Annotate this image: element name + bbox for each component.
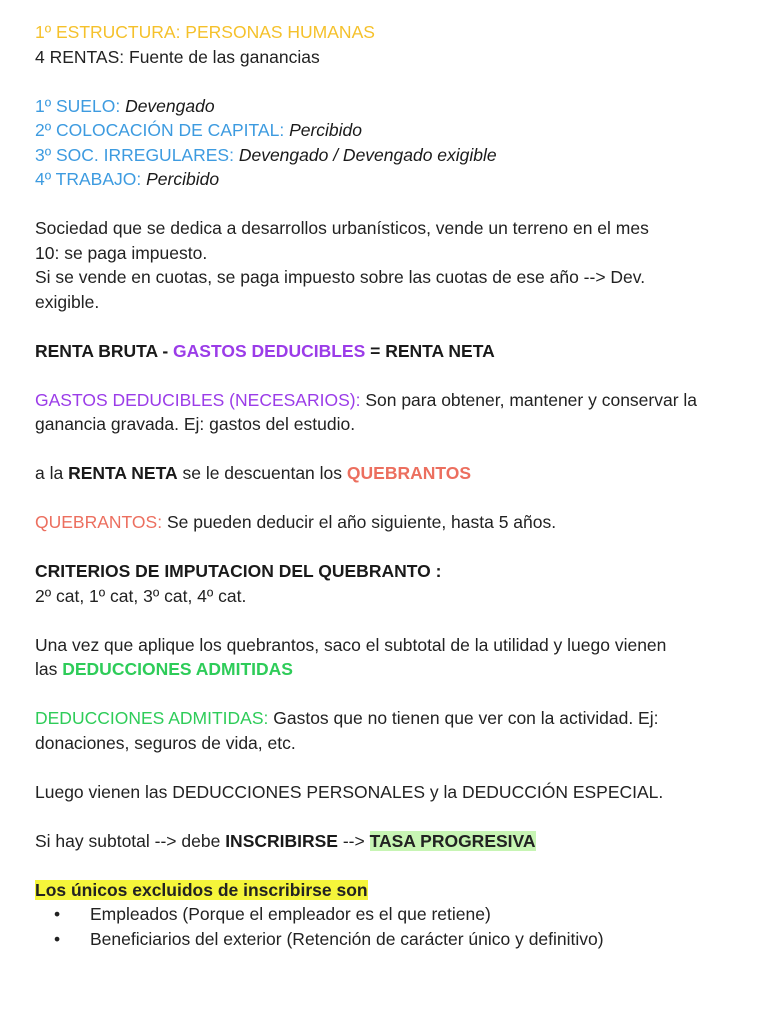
example-line-2: 10: se paga impuesto. bbox=[35, 242, 208, 263]
excluidos-list bbox=[35, 902, 744, 951]
section-subtitle: 4 RENTAS: Fuente de las ganancias bbox=[35, 46, 320, 67]
deducciones-text: Gastos que no tienen que ver con la actividad. Ej: bbox=[268, 708, 659, 728]
gastos-label: GASTOS DEDUCIBLES (NECESARIOS): bbox=[35, 389, 361, 410]
example-line-1: Sociedad que se dedica a desarrollos urbanísticos, vende un terreno en el mes bbox=[35, 218, 649, 238]
section-title: 1º ESTRUCTURA: PERSONAS HUMANAS bbox=[35, 22, 375, 42]
deducciones-label: DEDUCCIONES ADMITIDAS: bbox=[35, 708, 269, 728]
category-line-2 bbox=[35, 118, 744, 143]
bullet-icon: • bbox=[54, 904, 61, 924]
quebrantos-line bbox=[35, 510, 744, 535]
category-value: Percibido bbox=[146, 169, 220, 189]
personales-line: Luego vienen las DEDUCCIONES PERSONALES y la DEDUCCIÓN ESPECIAL. bbox=[35, 781, 664, 802]
gastos-line-1 bbox=[35, 388, 744, 413]
inscribirse-mid: --> bbox=[337, 830, 370, 851]
criterios-text: 2º cat, 1º cat, 3º cat, 4º cat. bbox=[35, 585, 247, 606]
deducciones-line-1 bbox=[35, 706, 744, 731]
excluidos-title: Los únicos excluidos de inscribirse son bbox=[35, 879, 368, 900]
inscribirse-line bbox=[35, 829, 744, 854]
quebrantos-text: Se pueden deducir el año siguiente, hasta 5 años. bbox=[162, 512, 557, 532]
document-page bbox=[35, 20, 744, 951]
category-label: 4º TRABAJO: bbox=[35, 169, 142, 189]
category-label: 2º COLOCACIÓN DE CAPITAL: bbox=[35, 120, 285, 140]
inscribirse-bold: INSCRIBIRSE bbox=[225, 830, 338, 851]
quebrantos-label: QUEBRANTOS: bbox=[35, 512, 163, 532]
list-item bbox=[35, 927, 744, 952]
deducciones-highlight: DEDUCCIONES ADMITIDAS bbox=[62, 659, 293, 679]
example-line-3: Si se vende en cuotas, se paga impuesto sobre las cuotas de ese año --> Dev. bbox=[35, 267, 646, 287]
list-item bbox=[35, 902, 744, 927]
category-value: Devengado bbox=[125, 95, 215, 116]
renta-neta-pre: a la bbox=[35, 463, 69, 483]
quebrantos-highlight: QUEBRANTOS bbox=[346, 463, 472, 483]
subtotal-pre: las bbox=[35, 659, 63, 679]
deducciones-line-2: donaciones, seguros de vida, etc. bbox=[35, 732, 296, 753]
category-line-4 bbox=[35, 167, 744, 192]
formula-part-3: = RENTA NETA bbox=[365, 340, 495, 361]
category-value: Percibido bbox=[289, 120, 363, 140]
criterios-title: CRITERIOS DE IMPUTACION DEL QUEBRANTO : bbox=[35, 561, 442, 581]
formula-part-2: GASTOS DEDUCIBLES bbox=[173, 340, 366, 361]
category-line-3 bbox=[35, 143, 744, 168]
list-item-text: Empleados (Porque el empleador es el que retiene) bbox=[90, 904, 491, 924]
bullet-icon: • bbox=[54, 928, 61, 949]
gastos-text: Son para obtener, mantener y conservar la bbox=[360, 389, 698, 410]
category-value: Devengado / Devengado exigible bbox=[238, 144, 497, 165]
renta-neta-line bbox=[35, 461, 744, 486]
renta-neta-mid: se le descuentan los bbox=[177, 463, 347, 483]
subtotal-line-1: Una vez que aplique los quebrantos, saco el subtotal de la utilidad y luego vienen bbox=[35, 634, 667, 655]
category-label: 1º SUELO: bbox=[35, 95, 121, 116]
category-line-1 bbox=[35, 94, 744, 119]
gastos-line-2: ganancia gravada. Ej: gastos del estudio. bbox=[35, 414, 356, 434]
subtotal-line-2 bbox=[35, 657, 744, 682]
inscribirse-pre: Si hay subtotal --> debe bbox=[35, 830, 226, 851]
tasa-progresiva-highlight: TASA PROGRESIVA bbox=[369, 830, 536, 851]
list-item-text: Beneficiarios del exterior (Retención de carácter único y definitivo) bbox=[90, 928, 604, 949]
formula-part-1: RENTA BRUTA - bbox=[35, 340, 174, 361]
excluidos-title-line bbox=[35, 878, 744, 903]
renta-neta-bold: RENTA NETA bbox=[68, 463, 178, 483]
example-line-4: exigible. bbox=[35, 291, 100, 312]
formula-line bbox=[35, 339, 744, 364]
category-label: 3º SOC. IRREGULARES: bbox=[35, 144, 234, 165]
